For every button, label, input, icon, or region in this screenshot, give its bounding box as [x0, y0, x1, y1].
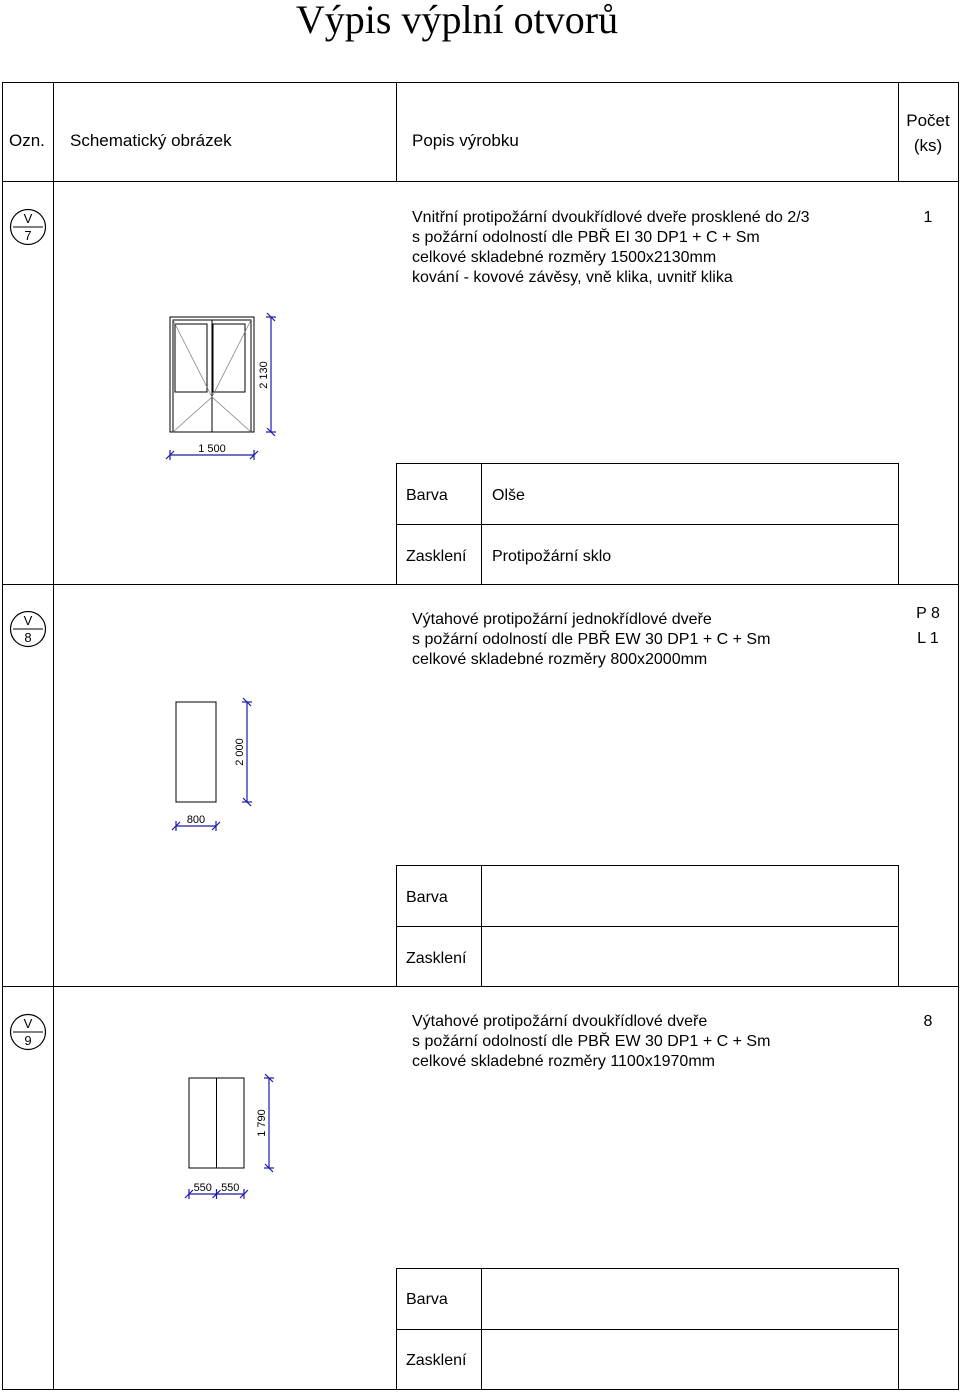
- description-line: celkové skladebné rozměry 1500x2130mm: [412, 249, 717, 266]
- item-count: 1: [923, 209, 933, 226]
- barva-value: Olše: [492, 487, 525, 504]
- tag-letter: V: [23, 1016, 33, 1031]
- description-line: Vnitřní protipožární dvoukřídlové dveře prosklené do 2/3: [412, 209, 810, 226]
- item-description: [412, 208, 810, 288]
- header-description: Popis výrobku: [412, 131, 519, 150]
- zaskleni-label: Zasklení: [406, 1352, 467, 1369]
- item-description: [412, 610, 770, 670]
- item-count: P 8: [916, 605, 940, 622]
- header-count-line2: (ks): [913, 136, 943, 155]
- item-tag: [8, 609, 48, 649]
- tag-letter: V: [23, 211, 33, 226]
- dimension-height: 1 790: [256, 1109, 268, 1137]
- dimension-height: 2 130: [258, 361, 270, 389]
- barva-label: Barva: [406, 889, 448, 906]
- item-tag: [8, 207, 48, 247]
- page-title: Výpis výplní otvorů: [295, 0, 619, 42]
- dimension-width-right: 550: [221, 1182, 240, 1194]
- description-line: celkové skladebné rozměry 1100x1970mm: [412, 1053, 715, 1070]
- header-count-line1: Počet: [906, 111, 950, 130]
- tag-number: 9: [24, 1033, 32, 1048]
- item-count: 8: [923, 1013, 933, 1030]
- barva-label: Barva: [406, 1291, 448, 1308]
- description-line: kování - kovové závěsy, vně klika, uvnitř klika: [412, 269, 733, 286]
- item-description: [412, 1012, 770, 1072]
- dimension-height: 2 000: [234, 738, 246, 766]
- zaskleni-value: Protipožární sklo: [492, 548, 612, 565]
- description-line: s požární odolností dle PBŘ EI 30 DP1 + C + Sm: [412, 229, 760, 246]
- header-schematic: Schematický obrázek: [70, 131, 232, 150]
- item-count-secondary: L 1: [917, 630, 939, 647]
- tag-letter: V: [23, 613, 33, 628]
- header-oznaceni: Ozn.: [9, 131, 45, 150]
- dimension-width-left: 550: [193, 1182, 212, 1194]
- barva-label: Barva: [406, 487, 448, 504]
- zaskleni-label: Zasklení: [406, 950, 467, 967]
- dimension-width: 800: [186, 814, 206, 826]
- item-tag: [8, 1012, 48, 1052]
- tag-number: 7: [24, 228, 32, 243]
- door-drawing: [150, 305, 290, 470]
- description-line: s požární odolností dle PBŘ EW 30 DP1 + C + Sm: [412, 1033, 771, 1050]
- description-line: Výtahové protipožární dvoukřídlové dveře: [412, 1013, 708, 1030]
- door-drawing: [160, 690, 270, 840]
- description-line: Výtahové protipožární jednokřídlové dveře: [412, 611, 712, 628]
- door-drawing: [170, 1066, 290, 1216]
- tag-number: 8: [24, 630, 32, 645]
- zaskleni-label: Zasklení: [406, 548, 467, 565]
- dimension-width: 1 500: [198, 443, 226, 455]
- description-line: s požární odolností dle PBŘ EW 30 DP1 + C + Sm: [412, 631, 771, 648]
- description-line: celkové skladebné rozměry 800x2000mm: [412, 651, 708, 668]
